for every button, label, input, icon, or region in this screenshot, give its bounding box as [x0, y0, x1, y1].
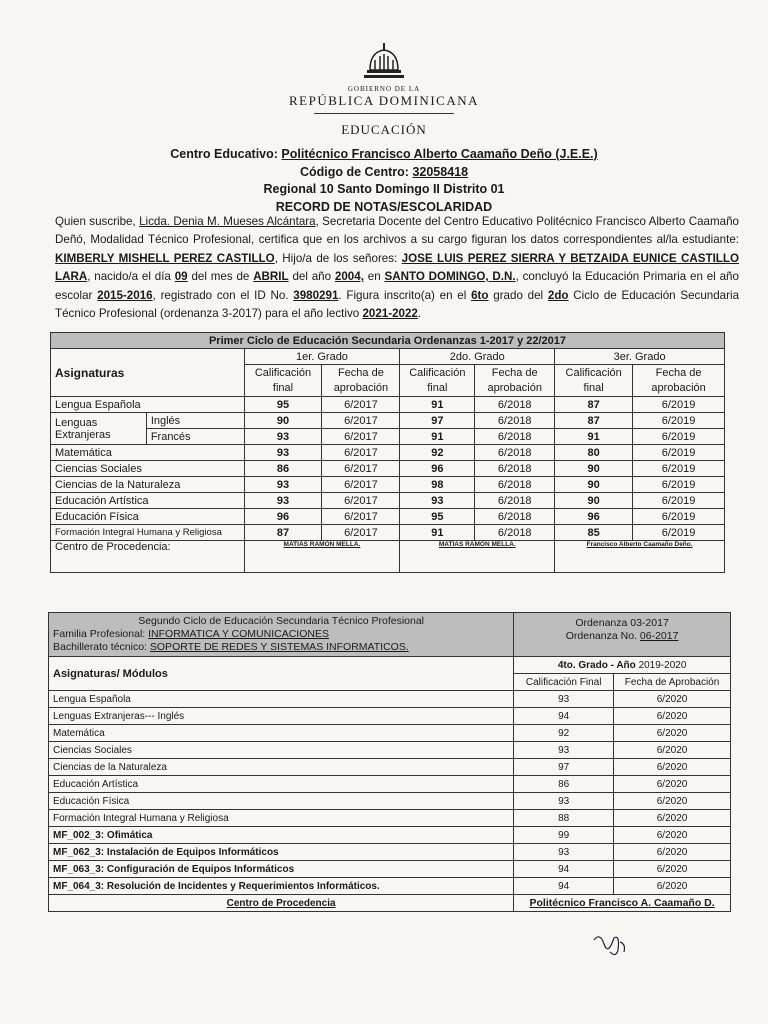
date-value: 6/2018 [475, 445, 555, 461]
table-row [51, 525, 725, 541]
date-value: 6/2019 [633, 429, 725, 445]
module-name: Lenguas Extranjeras--- Inglés [49, 708, 514, 725]
module-name: MF_064_3: Resolución de Incidentes y Requerimientos Informáticos. [49, 878, 514, 895]
republica-label: REPÚBLICA DOMINICANA [289, 93, 479, 108]
table-row [49, 776, 731, 793]
fecha-header: Fecha de aprobación [633, 365, 725, 397]
table-row [49, 793, 731, 810]
ordenanza-block: Ordenanza 03-2017 Ordenanza No. 06-2017 [514, 613, 731, 657]
government-seal-icon [362, 40, 406, 84]
grade-value: 93 [244, 429, 322, 445]
grade-3-header: 3er. Grado [555, 349, 725, 365]
subject-name: Lengua Española [51, 397, 245, 413]
certification-paragraph: Quien suscribe, Licda. Denia M. Mueses Alcántara, Secretaria Docente del Centro Educativo Politécnico Francisco Alberto Caamaño Deñó, Modalidad Técnico Profesional, certifica que en los archivos a su cargo figuran los datos correspondientes al/la estudiante: KIMBERLY MISHELL PEREZ CASTILLO, Hijo/a de los señores: JOSE LUIS PEREZ SIERRA Y BETZAIDA EUNICE CASTILLO LARA, nacido/a el día 09 del mes de ABRIL del año 2004, en SANTO DOMINGO, D.N., concluyó la Educación Primaria en el año escolar 2015-2016, registrado con el ID No. 3980291. Figura inscrito(a) en el 6to grado del 2do Ciclo de Educación Secundaria Técnico Profesional (ordenanza 3-2017) para el año lectivo 2021-2022. [55, 215, 740, 321]
grade-value: 93 [514, 844, 614, 861]
module-name: MF_002_3: Ofimática [49, 827, 514, 844]
grade-value: 96 [555, 509, 633, 525]
grade-value: 85 [555, 525, 633, 541]
date-value: 6/2017 [322, 397, 400, 413]
fecha-header: Fecha de aprobación [322, 365, 400, 397]
date-value: 6/2020 [614, 827, 731, 844]
grade-value: 95 [400, 509, 475, 525]
procedencia-1: MATIAS RAMON MELLA. [244, 541, 400, 573]
grade-value: 87 [555, 397, 633, 413]
module-name: MF_062_3: Instalación de Equipos Informáticos [49, 844, 514, 861]
table-row [51, 461, 725, 477]
date-value: 6/2018 [475, 525, 555, 541]
date-value: 6/2020 [614, 776, 731, 793]
table-row [49, 759, 731, 776]
table-row [49, 725, 731, 742]
codigo-label: Código de Centro: [299, 164, 409, 179]
grade-value: 99 [514, 827, 614, 844]
date-value: 6/2018 [475, 397, 555, 413]
calif-header: Calificación final [400, 365, 475, 397]
date-value: 6/2020 [614, 844, 731, 861]
grade-value: 91 [400, 429, 475, 445]
date-value: 6/2019 [633, 525, 725, 541]
table-row [49, 742, 731, 759]
calif-final-header: Calificación Final [514, 674, 614, 691]
table-row [49, 827, 731, 844]
date-value: 6/2017 [322, 445, 400, 461]
date-value: 6/2018 [475, 509, 555, 525]
date-value: 6/2019 [633, 461, 725, 477]
date-value: 6/2018 [475, 429, 555, 445]
document-titles [0, 146, 768, 216]
subject-name: Inglés [146, 413, 244, 429]
table-row [51, 493, 725, 509]
grade-value: 94 [514, 861, 614, 878]
table1-caption: Primer Ciclo de Educación Secundaria Ordenanzas 1-2017 y 22/2017 [51, 333, 725, 349]
date-value: 6/2017 [322, 525, 400, 541]
subject-name: Matemática [51, 445, 245, 461]
table-row [51, 429, 725, 445]
module-name: Lengua Española [49, 691, 514, 708]
date-value: 6/2019 [633, 397, 725, 413]
grade-value: 90 [555, 461, 633, 477]
regional: Regional 10 Santo Domingo II Distrito 01 [263, 182, 505, 196]
grade-value: 93 [244, 493, 322, 509]
codigo-value: 32058418 [412, 164, 469, 179]
grade-value: 90 [555, 493, 633, 509]
signature-mark-icon [590, 930, 630, 960]
date-value: 6/2017 [322, 429, 400, 445]
grade-value: 97 [400, 413, 475, 429]
asignaturas-modulos-header: Asignaturas/ Módulos [49, 657, 514, 691]
bachillerato: SOPORTE DE REDES Y SISTEMAS INFORMATICOS. [149, 641, 409, 653]
grade-value: 91 [555, 429, 633, 445]
grade-value: 87 [555, 413, 633, 429]
module-name: MF_063_3: Configuración de Equipos Informáticos [49, 861, 514, 878]
date-value: 6/2018 [475, 477, 555, 493]
grade-value: 93 [514, 691, 614, 708]
table2-title: Segundo Ciclo de Educación Secundaria Técnico Profesional [138, 615, 425, 627]
grade-value: 93 [244, 477, 322, 493]
estudiante: KIMBERLY MISHELL PEREZ CASTILLO [55, 251, 275, 265]
educacion-label: EDUCACIÓN [341, 122, 427, 137]
procedencia2-value: Politécnico Francisco A. Caamaño D. [514, 895, 731, 912]
table-row [51, 509, 725, 525]
date-value: 6/2017 [322, 461, 400, 477]
primer-ciclo-table [50, 332, 725, 573]
padres: JOSE LUIS PEREZ SIERRA Y BETZAIDA EUNICE CASTILLO LARA [55, 251, 739, 284]
date-value: 6/2017 [322, 477, 400, 493]
fecha-header: Fecha de aprobación [475, 365, 555, 397]
date-value: 6/2017 [322, 493, 400, 509]
date-value: 6/2020 [614, 861, 731, 878]
date-value: 6/2018 [475, 493, 555, 509]
table-row [51, 445, 725, 461]
grade-value: 87 [244, 525, 322, 541]
procedencia-3: Francisco Alberto Caamaño Deño. [555, 541, 725, 573]
grade-value: 93 [514, 742, 614, 759]
grade-value: 90 [555, 477, 633, 493]
grade-value: 96 [400, 461, 475, 477]
module-name: Formación Integral Humana y Religiosa [49, 810, 514, 827]
date-value: 6/2019 [633, 493, 725, 509]
table2-title-block: Segundo Ciclo de Educación Secundaria Técnico Profesional Familia Profesional: INFORMATICA Y COMUNICACIONES Bachillerato técnico: SOPORTE DE REDES Y SISTEMAS INFORMATICOS. [49, 613, 514, 657]
module-name: Educación Física [49, 793, 514, 810]
table-row [49, 844, 731, 861]
date-value: 6/2020 [614, 759, 731, 776]
grade-value: 88 [514, 810, 614, 827]
grade-value: 92 [400, 445, 475, 461]
familia: INFORMATICA Y COMUNICACIONES [148, 628, 329, 640]
subject-name: Ciencias Sociales [51, 461, 245, 477]
grade-value: 91 [400, 525, 475, 541]
date-value: 6/2019 [633, 509, 725, 525]
gobierno-label: GOBIERNO DE LA [347, 85, 421, 93]
grade-value: 80 [555, 445, 633, 461]
fecha-aprobacion-header: Fecha de Aprobación [614, 674, 731, 691]
firmante: Licda. Denia M. Mueses Alcántara [139, 215, 316, 228]
date-value: 6/2019 [633, 477, 725, 493]
procedencia-2: MATIAS RAMON MELLA. [400, 541, 555, 573]
date-value: 6/2020 [614, 742, 731, 759]
calif-header: Calificación final [555, 365, 633, 397]
lenguas-label: Lenguas Extranjeras [51, 413, 147, 445]
centro-value: Politécnico Francisco Alberto Caamaño Deño (J.E.E.) [281, 147, 598, 161]
date-value: 6/2020 [614, 725, 731, 742]
subject-name: Educación Física [51, 509, 245, 525]
segundo-ciclo-table [48, 612, 731, 912]
module-name: Ciencias de la Naturaleza [49, 759, 514, 776]
date-value: 6/2018 [475, 413, 555, 429]
divider [314, 113, 454, 114]
module-name: Ciencias Sociales [49, 742, 514, 759]
table-row [49, 691, 731, 708]
grade-value: 94 [514, 878, 614, 895]
table-row [51, 477, 725, 493]
grado4-header: 4to. Grado - Año 2019-2020 [514, 657, 731, 674]
table-row [51, 413, 725, 429]
table-row [49, 878, 731, 895]
grade-value: 93 [244, 445, 322, 461]
date-value: 6/2017 [322, 509, 400, 525]
date-value: 6/2020 [614, 691, 731, 708]
date-value: 6/2020 [614, 793, 731, 810]
procedencia2-label: Centro de Procedencia [49, 895, 514, 912]
subject-name: Ciencias de la Naturaleza [51, 477, 245, 493]
letterhead [0, 40, 768, 138]
centro-label: Centro Educativo: [170, 147, 278, 161]
table-row [49, 810, 731, 827]
date-value: 6/2020 [614, 810, 731, 827]
grade-value: 95 [244, 397, 322, 413]
grade-1-header: 1er. Grado [244, 349, 400, 365]
date-value: 6/2019 [633, 445, 725, 461]
record-title: RECORD DE NOTAS/ESCOLARIDAD [275, 199, 493, 214]
table-row [51, 397, 725, 413]
date-value: 6/2020 [614, 708, 731, 725]
grade-value: 97 [514, 759, 614, 776]
subject-name: Francés [146, 429, 244, 445]
grade-value: 96 [244, 509, 322, 525]
grade-value: 98 [400, 477, 475, 493]
table-row [49, 708, 731, 725]
module-name: Matemática [49, 725, 514, 742]
grade-value: 92 [514, 725, 614, 742]
grade-value: 86 [514, 776, 614, 793]
grade-value: 91 [400, 397, 475, 413]
calif-header: Calificación final [244, 365, 322, 397]
date-value: 6/2017 [322, 413, 400, 429]
grade-value: 93 [514, 793, 614, 810]
procedencia-label: Centro de Procedencia: [51, 541, 245, 573]
grade-value: 93 [400, 493, 475, 509]
module-name: Educación Artística [49, 776, 514, 793]
asignaturas-header: Asignaturas [51, 349, 245, 397]
date-value: 6/2018 [475, 461, 555, 477]
grade-value: 94 [514, 708, 614, 725]
grade-2-header: 2do. Grado [400, 349, 555, 365]
table-row [49, 861, 731, 878]
date-value: 6/2020 [614, 878, 731, 895]
grade-value: 90 [244, 413, 322, 429]
date-value: 6/2019 [633, 413, 725, 429]
grade-value: 86 [244, 461, 322, 477]
subject-name: Formación Integral Humana y Religiosa [51, 525, 245, 541]
subject-name: Educación Artística [51, 493, 245, 509]
